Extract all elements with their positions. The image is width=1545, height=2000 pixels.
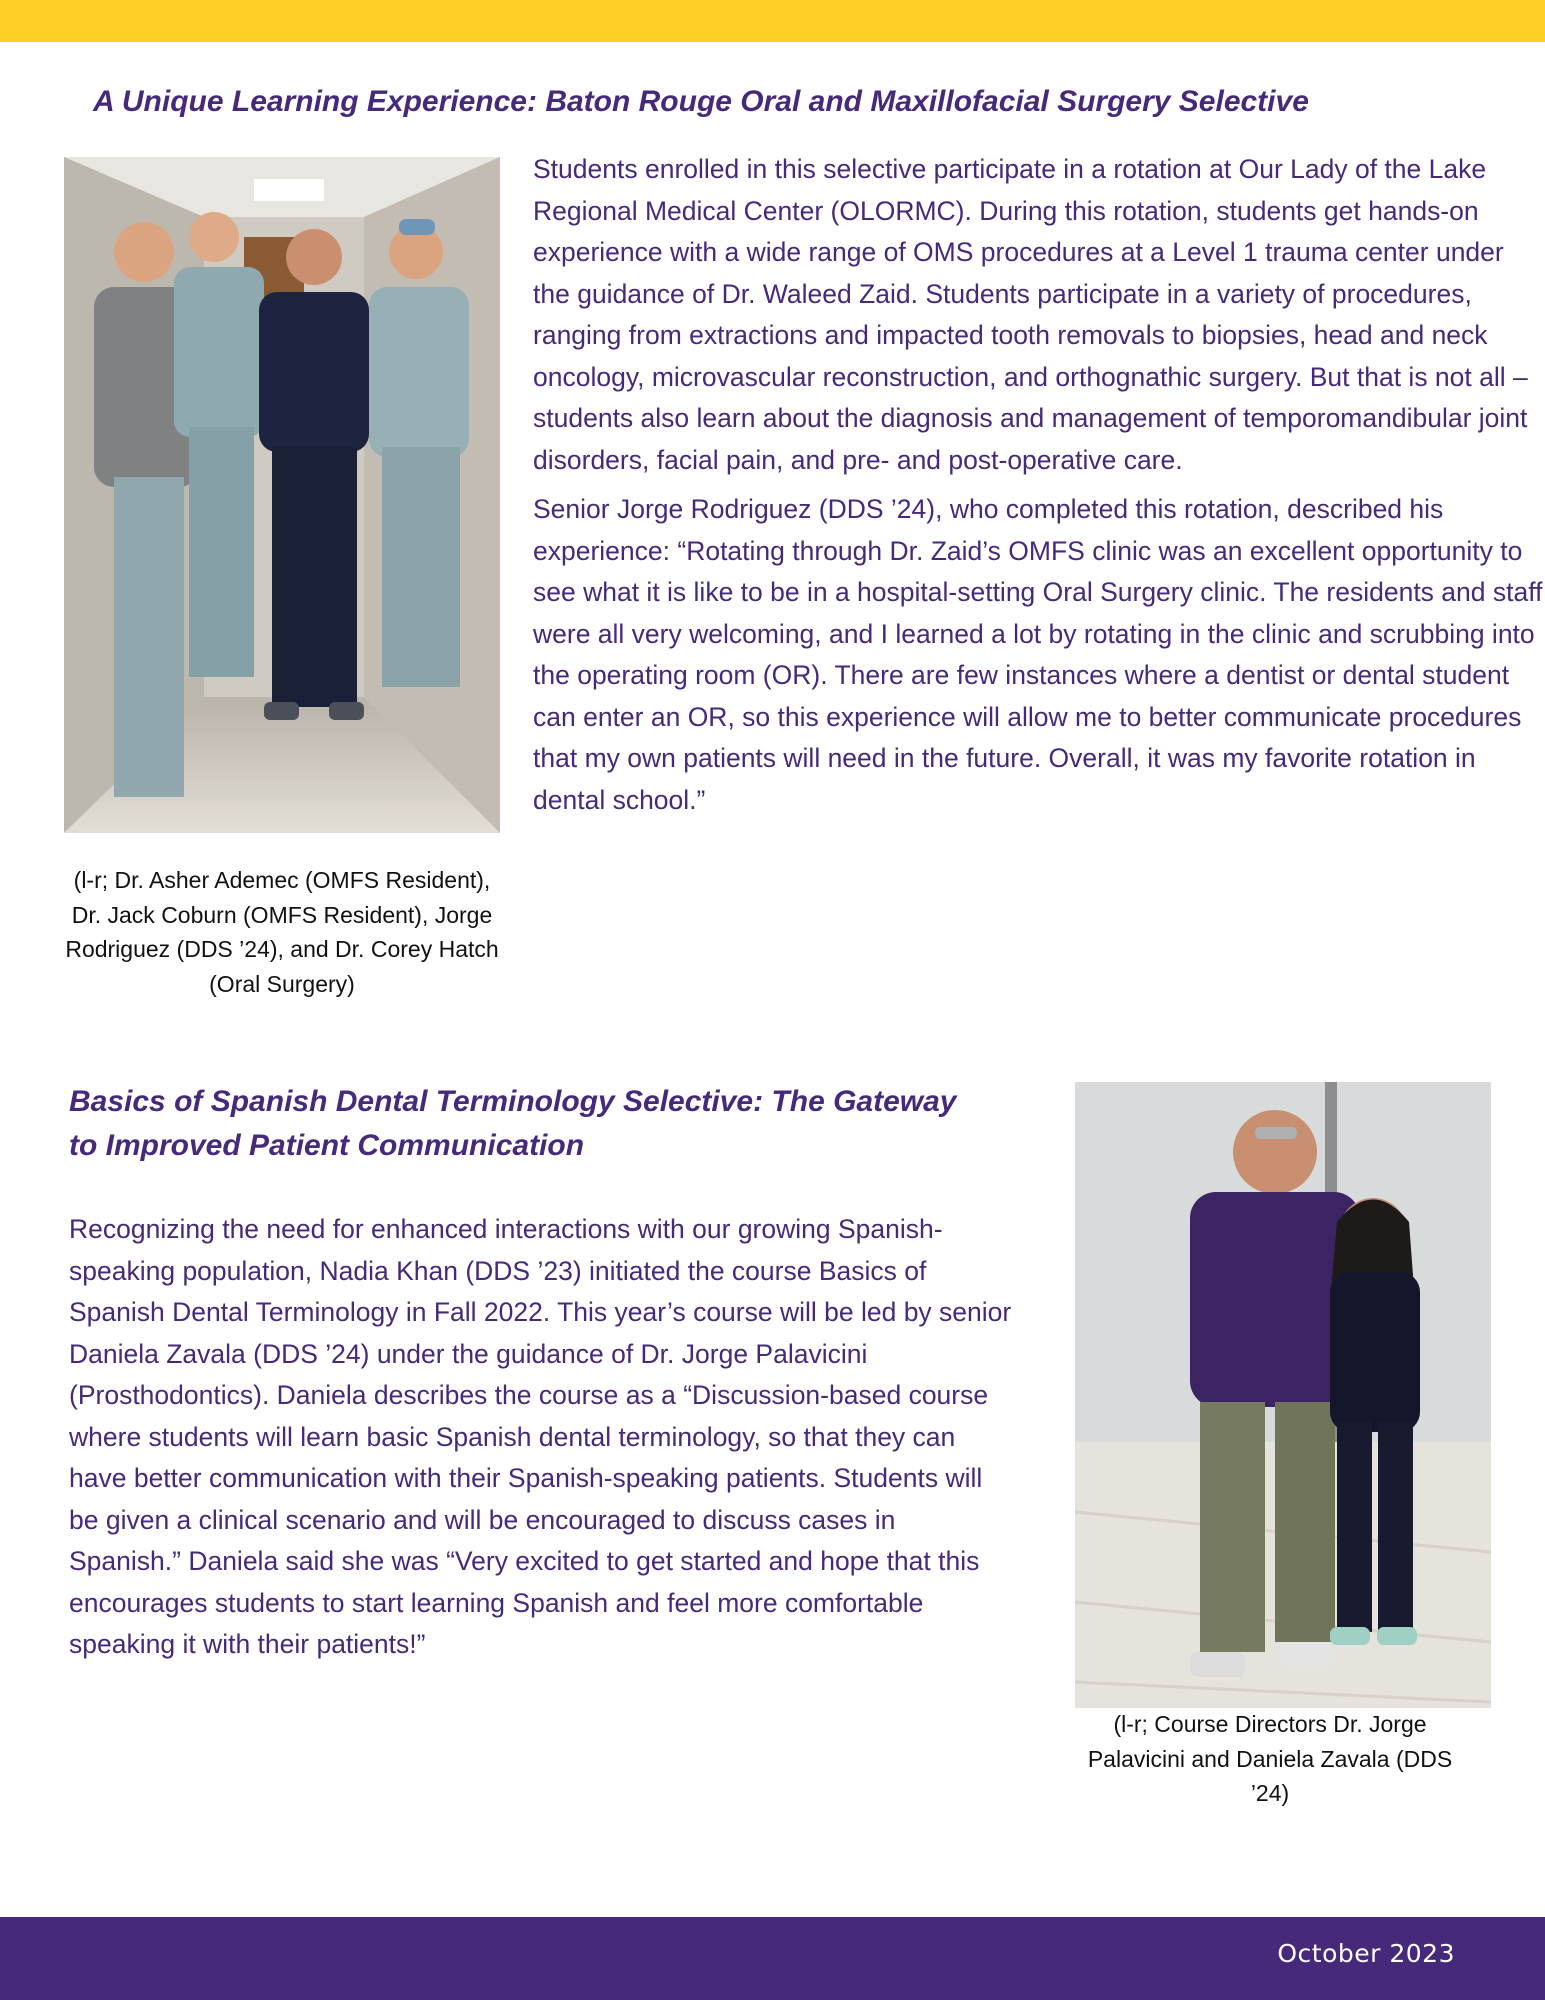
directors-photo-caption: (l-r; Course Directors Dr. Jorge Palavicini and Daniela Zavala (DDS ’24) [1087, 1711, 1453, 1806]
section1-body [533, 149, 1545, 821]
course-directors-photo [1075, 1082, 1491, 1708]
section2-body [69, 1209, 1014, 1666]
omfs-team-photo [64, 157, 500, 833]
footer-date: October 2023 [1277, 1939, 1455, 1968]
section1-paragraph-2: Senior Jorge Rodriguez (DDS ’24), who completed this rotation, described his experience: “Rotating through Dr. Zaid’s OMFS clinic was an excellent opportunity to see what it is like to be in a hospital-setting Oral Surgery clinic. The residents and staff were all very welcoming, and I learned a lot by rotating in the clinic and scrubbing into the operating room (OR). There are few instances where a dentist or dental student can enter an OR, so this experience will allow me to better communicate procedures that my own patients will need in the future. Overall, it was my favorite rotation in dental school.” [533, 494, 1543, 815]
section1-paragraph-1: Students enrolled in this selective participate in a rotation at Our Lady of the Lake Regional Medical Center (OLORMC). During this rotation, students get hands-on experience with a wide range of OMS procedures at a Level 1 trauma center under the guidance of Dr. Waleed Zaid. Students participate in a variety of procedures, ranging from extractions and impacted tooth removals to biopsies, head and neck oncology, microvascular reconstruction, and orthognathic surgery. But that is not all – students also learn about the diagnosis and management of temporomandibular joint disorders, facial pain, and pre- and post-operative care. [533, 154, 1528, 475]
section2-title: Basics of Spanish Dental Terminology Selective: The Gateway to Improved Patient Communication [69, 1085, 957, 1162]
footer-bar [0, 1917, 1545, 2000]
top-gold-bar [0, 0, 1545, 42]
section2-paragraph: Recognizing the need for enhanced interactions with our growing Spanish-speaking population, Nadia Khan (DDS ’23) initiated the course Basics of Spanish Dental Terminology in Fall 2022. This year’s course will be led by senior Daniela Zavala (DDS ’24) under the guidance of Dr. Jorge Palavicini (Prosthodontics). Daniela describes the course as a “Discussion-based course where students will learn basic Spanish dental terminology, so that they can have better communication with their Spanish-speaking patients. Students will be given a clinical scenario and will be encouraged to discuss cases in Spanish.” Daniela said she was “Very excited to get started and hope that this encourages students to start learning Spanish and feel more comfortable speaking it with their patients!” [69, 1214, 1012, 1659]
omfs-photo-caption: (l-r; Dr. Asher Ademec (OMFS Resident), Dr. Jack Coburn (OMFS Resident), Jorge Rodriguez (DDS ’24), and Dr. Corey Hatch (Oral Surgery) [65, 867, 499, 997]
section1-title: A Unique Learning Experience: Baton Rouge Oral and Maxillofacial Surgery Selective [93, 85, 1309, 118]
